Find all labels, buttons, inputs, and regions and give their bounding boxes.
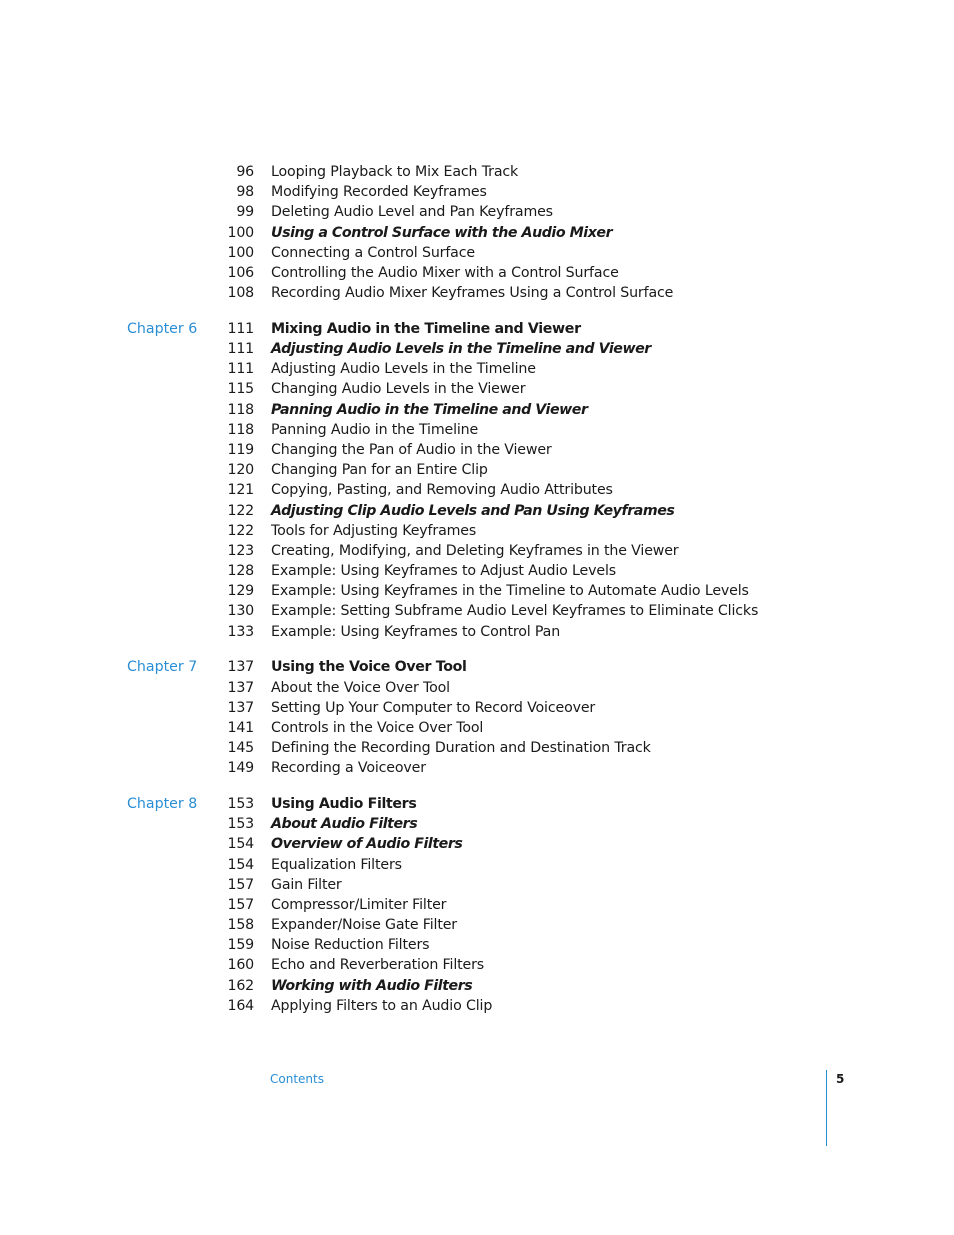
toc-entry-title[interactable]: Controls in the Voice Over Tool — [271, 719, 484, 736]
toc-entry[interactable] — [0, 359, 954, 379]
toc-entry[interactable] — [0, 182, 954, 202]
toc-page-number: 111 — [227, 361, 254, 378]
toc-page-number: 123 — [227, 542, 254, 559]
toc-entry[interactable] — [0, 581, 954, 601]
toc-entry-title[interactable]: Overview of Audio Filters — [271, 836, 463, 853]
toc-entry[interactable] — [0, 480, 954, 500]
toc-entry[interactable] — [0, 814, 954, 834]
toc-page-number: 133 — [227, 623, 254, 640]
toc-page-number: 111 — [227, 320, 254, 337]
toc-entry-title[interactable]: Modifying Recorded Keyframes — [271, 184, 487, 201]
toc-entry-title[interactable]: Creating, Modifying, and Deleting Keyframes in the Viewer — [271, 542, 679, 559]
toc-page-number: 157 — [227, 876, 254, 893]
toc-entry-title[interactable]: Recording Audio Mixer Keyframes Using a Control Surface — [271, 285, 674, 302]
footer-page-number: 5 — [836, 1072, 845, 1086]
toc-page-number: 100 — [227, 224, 254, 241]
toc-page-number: 137 — [227, 679, 254, 696]
section-gap — [0, 778, 954, 794]
chapter-label[interactable]: Chapter 8 — [127, 795, 198, 812]
toc-entry[interactable] — [0, 521, 954, 541]
toc-entry[interactable] — [0, 601, 954, 621]
footer-section-label[interactable]: Contents — [270, 1072, 324, 1086]
toc-entry[interactable] — [0, 895, 954, 915]
toc-entry[interactable] — [0, 460, 954, 480]
toc-section — [0, 657, 954, 778]
toc-section — [0, 794, 954, 1016]
toc-entry-title[interactable]: Compressor/Limiter Filter — [271, 896, 447, 913]
toc-page-number: 108 — [227, 285, 254, 302]
toc-entry[interactable] — [0, 678, 954, 698]
toc-page-number: 137 — [227, 699, 254, 716]
toc-page-number: 128 — [227, 563, 254, 580]
footer-divider — [826, 1070, 827, 1146]
toc-entry-title[interactable]: Deleting Audio Level and Pan Keyframes — [271, 204, 553, 221]
toc-page-number: 121 — [227, 482, 254, 499]
toc-page-number: 141 — [227, 719, 254, 736]
section-gap — [0, 303, 954, 319]
toc-entry[interactable] — [0, 955, 954, 975]
toc-entry[interactable] — [0, 319, 954, 339]
toc-entry-title[interactable]: Using a Control Surface with the Audio Mixer — [271, 224, 613, 241]
toc-entry-title[interactable]: Connecting a Control Surface — [271, 244, 475, 261]
toc-page-number: 162 — [227, 977, 254, 994]
toc-entry[interactable] — [0, 855, 954, 875]
toc-page-number: 100 — [227, 244, 254, 261]
toc-page-number: 130 — [227, 603, 254, 620]
toc-entry[interactable] — [0, 162, 954, 182]
toc-entry[interactable] — [0, 738, 954, 758]
toc-entry-title[interactable]: About Audio Filters — [271, 816, 418, 833]
toc-page-number: 164 — [227, 997, 254, 1014]
toc-entry-title[interactable]: Equalization Filters — [271, 856, 402, 873]
toc-entry-title[interactable]: Gain Filter — [271, 876, 342, 893]
toc-entry[interactable] — [0, 935, 954, 955]
toc-entry-title[interactable]: Adjusting Audio Levels in the Timeline — [271, 361, 536, 378]
toc-entry[interactable] — [0, 915, 954, 935]
toc-page-number: 99 — [236, 204, 254, 221]
toc-entry-title[interactable]: Using Audio Filters — [271, 795, 417, 812]
toc-entry-title[interactable]: Example: Setting Subframe Audio Level Keyframes to Eliminate Clicks — [271, 603, 759, 620]
chapter-label[interactable]: Chapter 6 — [127, 320, 198, 337]
toc-entry[interactable] — [0, 501, 954, 521]
toc-entry-title[interactable]: Applying Filters to an Audio Clip — [271, 997, 493, 1014]
toc-page-number: 129 — [227, 583, 254, 600]
toc-entry[interactable] — [0, 758, 954, 778]
toc-page-number: 159 — [227, 937, 254, 954]
toc-entry-title[interactable]: Example: Using Keyframes in the Timeline to Automate Audio Levels — [271, 583, 749, 600]
table-of-contents — [0, 162, 954, 1016]
toc-page-number: 154 — [227, 856, 254, 873]
toc-page-number: 96 — [236, 164, 254, 180]
toc-entry-title[interactable]: Mixing Audio in the Timeline and Viewer — [271, 320, 581, 337]
toc-page-number: 153 — [227, 795, 254, 812]
toc-entry[interactable] — [0, 996, 954, 1016]
toc-page-number: 120 — [227, 462, 254, 479]
toc-entry[interactable] — [0, 243, 954, 263]
toc-entry[interactable] — [0, 794, 954, 814]
toc-page-number: 106 — [227, 264, 254, 281]
toc-entry-title[interactable]: Tools for Adjusting Keyframes — [271, 522, 477, 539]
toc-page-number: 118 — [227, 401, 254, 418]
toc-page-number: 160 — [227, 957, 254, 974]
toc-entry-title[interactable]: About the Voice Over Tool — [271, 679, 450, 696]
toc-entry-title[interactable]: Panning Audio in the Timeline — [271, 421, 479, 438]
toc-entry-title[interactable]: Panning Audio in the Timeline and Viewer — [271, 401, 588, 418]
toc-entry[interactable] — [0, 223, 954, 243]
toc-page-number: 118 — [227, 421, 254, 438]
toc-page-number: 122 — [227, 502, 254, 519]
toc-entry-title[interactable]: Looping Playback to Mix Each Track — [271, 164, 519, 180]
toc-page-number: 122 — [227, 522, 254, 539]
toc-entry[interactable] — [0, 698, 954, 718]
toc-entry[interactable] — [0, 202, 954, 222]
toc-page-number: 119 — [227, 441, 254, 458]
toc-entry[interactable] — [0, 283, 954, 303]
toc-entry-title[interactable]: Noise Reduction Filters — [271, 937, 430, 954]
toc-entry[interactable] — [0, 400, 954, 420]
toc-entry-title[interactable]: Example: Using Keyframes to Control Pan — [271, 623, 561, 640]
toc-entry[interactable] — [0, 379, 954, 399]
toc-section — [0, 162, 954, 303]
toc-page-number: 153 — [227, 816, 254, 833]
toc-page-number: 149 — [227, 760, 254, 777]
toc-entry-title[interactable]: Changing the Pan of Audio in the Viewer — [271, 441, 552, 458]
toc-entry-title[interactable]: Adjusting Clip Audio Levels and Pan Using Keyframes — [271, 502, 675, 519]
toc-entry[interactable] — [0, 561, 954, 581]
toc-entry-title[interactable]: Recording a Voiceover — [271, 760, 426, 777]
toc-entry[interactable] — [0, 718, 954, 738]
toc-entry[interactable] — [0, 657, 954, 677]
toc-entry-title[interactable]: Changing Pan for an Entire Clip — [271, 462, 488, 479]
toc-entry-title[interactable]: Working with Audio Filters — [271, 977, 473, 994]
toc-entry-title[interactable]: Echo and Reverberation Filters — [271, 957, 485, 974]
toc-entry-title[interactable]: Example: Using Keyframes to Adjust Audio Levels — [271, 563, 616, 580]
toc-entry-title[interactable]: Adjusting Audio Levels in the Timeline and Viewer — [271, 341, 651, 357]
toc-entry-title[interactable]: Defining the Recording Duration and Destination Track — [271, 740, 651, 757]
toc-entry[interactable] — [0, 976, 954, 996]
toc-page-number: 145 — [227, 740, 254, 757]
toc-section — [0, 319, 954, 642]
toc-page-number: 115 — [227, 381, 254, 398]
toc-entry-title[interactable]: Setting Up Your Computer to Record Voiceover — [271, 699, 596, 716]
toc-entry[interactable] — [0, 339, 954, 359]
toc-entry[interactable] — [0, 263, 954, 283]
toc-entry-title[interactable]: Expander/Noise Gate Filter — [271, 917, 457, 934]
toc-entry[interactable] — [0, 834, 954, 854]
toc-entry[interactable] — [0, 875, 954, 895]
toc-entry[interactable] — [0, 440, 954, 460]
toc-entry-title[interactable]: Using the Voice Over Tool — [271, 659, 467, 676]
toc-entry[interactable] — [0, 420, 954, 440]
toc-entry[interactable] — [0, 622, 954, 642]
toc-entry-title[interactable]: Changing Audio Levels in the Viewer — [271, 381, 526, 398]
toc-entry-title[interactable]: Copying, Pasting, and Removing Audio Attributes — [271, 482, 613, 499]
toc-entry-title[interactable]: Controlling the Audio Mixer with a Control Surface — [271, 264, 619, 281]
toc-page-number: 157 — [227, 896, 254, 913]
toc-page-number: 111 — [227, 341, 254, 357]
toc-page-number: 158 — [227, 917, 254, 934]
toc-page-number: 98 — [236, 184, 254, 201]
section-gap — [0, 642, 954, 658]
chapter-label[interactable]: Chapter 7 — [127, 659, 198, 676]
toc-entry[interactable] — [0, 541, 954, 561]
toc-page-number: 154 — [227, 836, 254, 853]
toc-page-number: 137 — [227, 659, 254, 676]
